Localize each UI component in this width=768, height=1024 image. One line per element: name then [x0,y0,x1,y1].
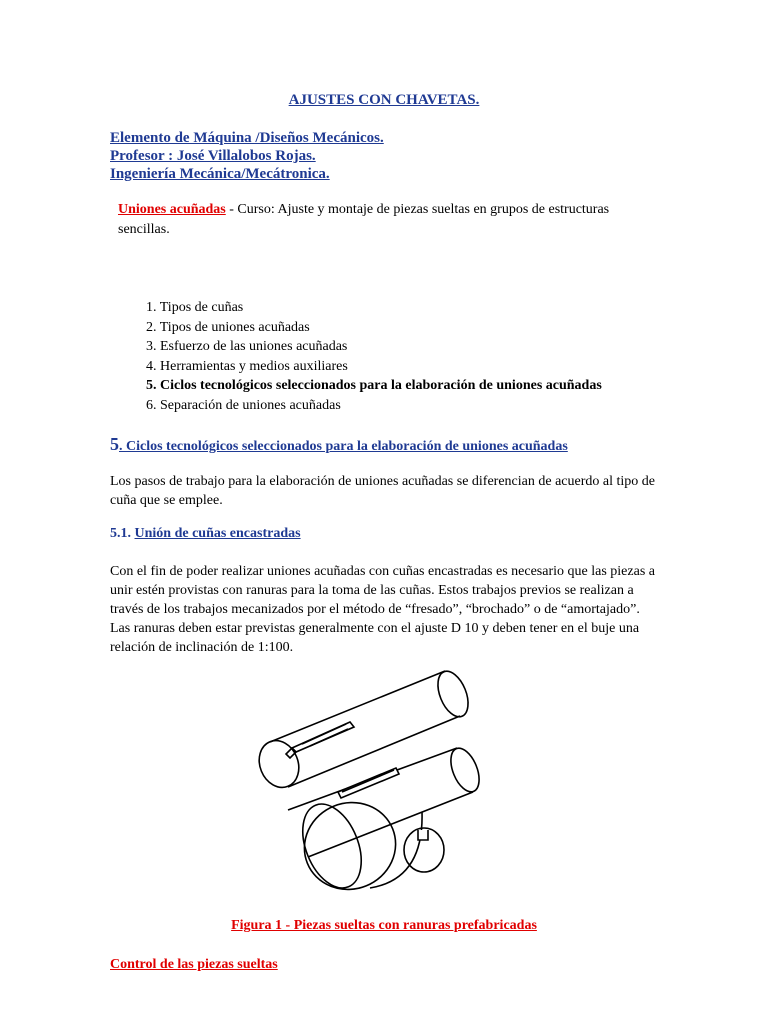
outline-item: 3. Esfuerzo de las uniones acuñadas [146,339,348,354]
next-heading: Control de las piezas sueltas [110,957,278,972]
subsection-heading [110,526,301,542]
course-line: Elemento de Máquina /Diseños Mecánicos. [110,130,384,146]
hub-end-ring [291,789,444,892]
intro-text: - Curso: Ajuste y montaje de piezas sueltas en grupos de estructuras sencillas. [118,202,610,237]
outline-item: 2. Tipos de uniones acuñadas [146,319,310,335]
section-number: 5 [110,434,119,454]
outline-list [146,298,602,415]
outline-item-current: 5. Ciclos tecnológicos seleccionados para la elaboración de uniones acuñadas [146,378,602,393]
intro-paragraph [118,200,658,240]
document-title: AJUSTES CON CHAVETAS. [288,92,480,108]
intro-label: Uniones acuñadas [118,202,226,217]
outline-item: 4. Herramientas y medios auxiliares [146,358,348,374]
program-line: Ingeniería Mecánica/Mecátronica. [110,166,330,182]
figure-caption: Figura 1 - Piezas sueltas con ranuras prefabricadas [231,918,537,933]
middle-hub [288,744,485,857]
professor-line: Profesor : José Villalobos Rojas. [110,148,316,164]
outline-item: 6. Separación de uniones acuñadas [146,397,341,413]
outline-item: 1. Tipos de cuñas [146,300,244,315]
paragraph-keyways: Con el fin de poder realizar uniones acuñadas con cuñas encastradas es necesario que las piezas a unir estén provistas con ranuras para la toma de las cuñas. Estos trabajos previos se realizan a través de los trabajos mecanizados por el método de “fresado”, “brochado” o de “amortajado”. Las ranuras deben estar previstas generalmente con el ajuste D 10 y deben tener en el buje una relación de inclinación de 1:100. [110,564,655,655]
section-heading [110,434,568,455]
subsection-number: 5.1. [110,526,135,541]
subsection-title: Unión de cuñas encastradas [134,526,301,541]
top-shaft [252,667,474,793]
keyway-parts-figure [250,664,490,892]
paragraph-steps: Los pasos de trabajo para la elaboración de uniones acuñadas se diferencian de acuerdo al tipo de cuña que se emplee. [110,474,655,508]
section-title: . Ciclos tecnológicos seleccionados para la elaboración de uniones acuñadas [119,439,568,454]
